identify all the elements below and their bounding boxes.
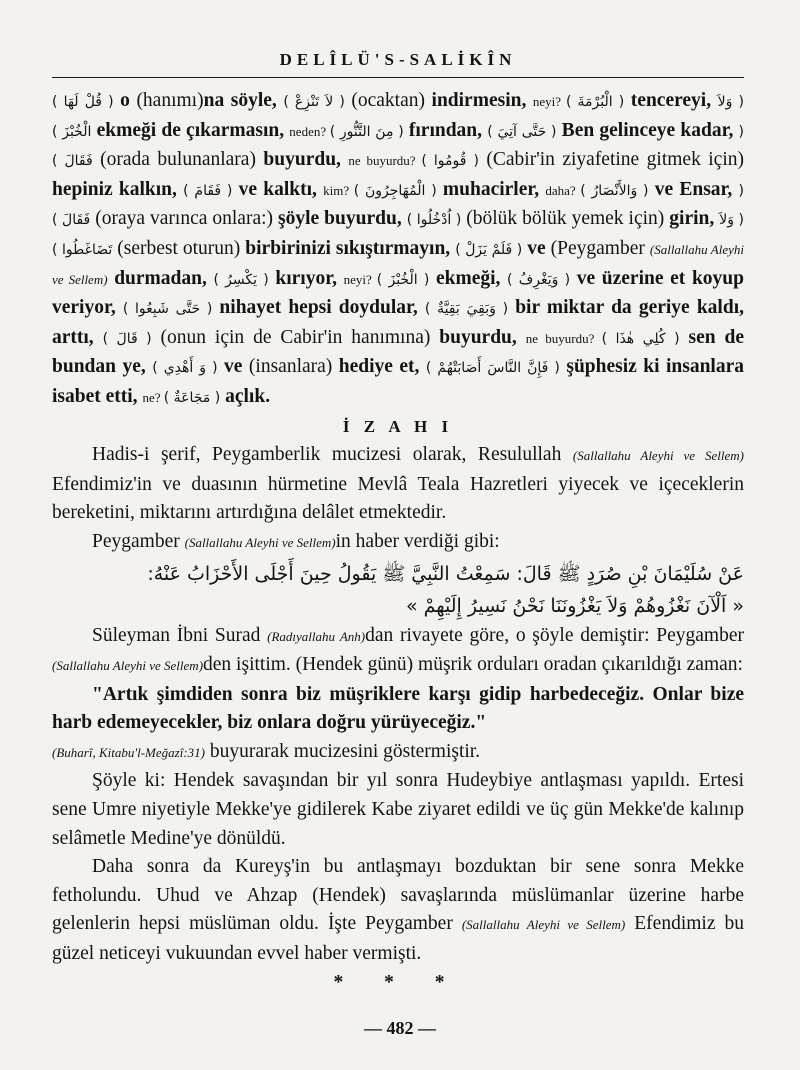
- arabic-word: ( قُومُوا ): [421, 153, 479, 170]
- explanation-text: (insanlara): [248, 356, 339, 378]
- meaning-bold: hediye et,: [338, 356, 426, 378]
- arabic-word: ( فَقَالَ ): [52, 123, 744, 170]
- source-reference: (Buharî, Kitabu'l-Meğazî:31): [52, 744, 205, 760]
- explanation-text: (hanımı): [136, 90, 204, 111]
- section-separator: * * *: [333, 971, 463, 993]
- meaning-bold: ve kalktı,: [232, 178, 324, 200]
- meaning-bold: sen de bundan ye,: [52, 326, 744, 378]
- arabic-word: ( وَيَغْرِفُ ): [507, 271, 571, 288]
- arabic-word: ( حَتَّى آتِيَ ): [487, 123, 557, 140]
- meaning-bold: bir miktar da geriye kaldı, arttı,: [52, 297, 744, 348]
- explanation-text: (serbest oturun): [112, 237, 246, 259]
- header-rule: [52, 77, 744, 78]
- arabic-word: ( لاَ تَنْزِعْ ): [283, 94, 345, 110]
- hadith-quote: "Artık şimdiden sonra biz müşriklere karşı gidip harbedeceğiz. Onlar bize harb edemeyecekler, biz onlara doğru yürüyeceğiz.": [52, 683, 744, 734]
- meaning-bold: tencereyi,: [624, 90, 718, 111]
- salawat-phrase: (Sallallahu Aleyhi ve Sellem): [572, 448, 744, 464]
- explanation-text: (Cabir'in ziyafetine gitmek için): [478, 149, 745, 171]
- arabic-word: ( قُلْ لَهَا ): [52, 94, 114, 110]
- salawat-phrase: (Sallallahu Aleyhi ve Sellem): [461, 917, 626, 933]
- question-word: neyi?: [343, 271, 377, 287]
- arabic-word: ( فَإِنَّ النَّاسَ أَصَابَتْهُمْ ): [425, 360, 560, 377]
- meaning-bold: nihayet hepsi doydular,: [212, 297, 425, 319]
- meaning-bold: ekmeği de çıkarmasın,: [91, 119, 290, 141]
- meaning-bold: ve üzerine et koyup veriyor,: [52, 267, 744, 319]
- question-word: ne?: [142, 389, 164, 405]
- meaning-bold: birbirinizi sıkıştırmayın,: [245, 237, 456, 259]
- arabic-word: ( وَلاَ الْخُبْزَ ): [52, 94, 744, 140]
- arabic-word: ( وَلاَ تَضَاغَطُوا ): [52, 212, 745, 258]
- arabic-word: ( الْخُبْزَ ): [376, 271, 430, 288]
- question-word: daha?: [545, 182, 581, 198]
- meaning-bold: ve: [217, 356, 249, 378]
- meaning-bold: ve Ensar,: [648, 178, 739, 200]
- arabic-word: ( وَ أَهْدِي ): [152, 360, 218, 377]
- meaning-bold: indirmesin,: [431, 90, 533, 111]
- arabic-word: ( قَالَ ): [102, 330, 152, 347]
- explanation-text: (ocaktan): [344, 90, 432, 111]
- meaning-bold: muhacirler,: [436, 178, 546, 200]
- page-number: — 482 —: [364, 1018, 436, 1038]
- question-word: kim?: [323, 182, 354, 198]
- paragraph-4: Şöyle ki: Hendek savaşından bir yıl sonra Hudeybiye antlaşması yapıldı. Ertesi sene Umre niyetiyle Mekke'ye gidilerek Kabe ziyaret edildi ve üç gün Mekke'de kalınıp selâmetle Medine'ye dönüldü.: [52, 770, 744, 849]
- salawat-phrase: (Sallallahu Aleyhi ve Sellem): [184, 534, 336, 550]
- meaning-bold: buyurdu,: [439, 326, 526, 348]
- meaning-bold: girin,: [669, 208, 720, 230]
- running-header: DELÎLÜ'S-SALİKÎN: [279, 50, 517, 69]
- arabic-word: ( وَالأَنْصَارُ ): [580, 182, 649, 199]
- meaning-bold: durmadan,: [107, 267, 214, 289]
- meaning-bold: hepiniz kalkın,: [52, 178, 184, 200]
- word-by-word-translation: [52, 87, 744, 413]
- salawat-phrase: (Sallallahu Aleyhi ve Sellem): [52, 658, 204, 674]
- section-title-izahi: İ Z A H I: [342, 416, 454, 436]
- arabic-word: ( الْمُهَاجِرُونَ ): [353, 182, 437, 199]
- source-line: (Buharî, Kitabu'l-Meğazî:31) buyurarak mucizesini göstermiştir.: [52, 740, 481, 762]
- paragraph-1: Hadis-i şerif, Peygamberlik mucizesi olarak, Resulullah (Sallallahu Aleyhi ve Sellem) Efendimiz'in ve duasının hürmetine Mevlâ Teala Hazretleri yiyecek ve içeceklerin bereketini, miktarını artırdığına delâlet etmektedir.: [52, 444, 744, 524]
- meaning-bold: kırıyor,: [268, 267, 344, 289]
- meaning-bold: açlık.: [220, 385, 271, 407]
- arabic-word: ( وَبَقِيَ بَقِيَّةٌ ): [424, 301, 509, 318]
- arabic-word: ( يَكْسِرُ ): [213, 271, 269, 288]
- meaning-bold: şüphesiz ki insanlara isabet etti,: [52, 356, 745, 407]
- meaning-bold: fırından,: [403, 119, 488, 141]
- arabic-word: ( فَقَامَ ): [183, 182, 233, 199]
- arabic-hadith-line-2: « اَلْآنَ نَغْزُوهُمْ وَلاَ يَغْزُونَنَا نَحْنُ نَسِيرُ إِلَيْهِمْ »: [405, 594, 744, 617]
- explanation-text: (orada bulunanlara): [92, 149, 264, 171]
- question-word: ne buyurdu?: [348, 153, 422, 169]
- question-word: neyi?: [532, 94, 566, 109]
- explanation-text: (bölük bölük yemek için): [461, 208, 670, 230]
- question-word: ne buyurdu?: [525, 330, 602, 346]
- salawat-phrase: (Sallallahu Aleyhi ve Sellem): [52, 241, 744, 287]
- arabic-word: ( فَقَالَ ): [52, 182, 744, 229]
- question-word: neden?: [289, 123, 330, 139]
- paragraph-3: Süleyman İbni Surad (Radıyallahu Anh)dan rivayete göre, o şöyle demiştir: Peygamber (Sallallahu Aleyhi ve Sellem)den işittim. (Hendek günü) müşrik orduları oradan çıkarıldığı zaman:: [52, 624, 744, 676]
- arabic-hadith-line-1: عَنْ سُلَيْمَانَ بْنِ صُرَدٍ ﷺ قَالَ: سَمِعْتُ النَّبِيَّ ﷺ يَقُولُ حِينَ أَجْلَى الأَحْزَابُ عَنْهُ:: [147, 562, 744, 585]
- radi-phrase: (Radıyallahu Anh): [267, 628, 366, 644]
- meaning-bold: ekmeği,: [429, 267, 508, 289]
- meaning-bold: o: [113, 90, 137, 111]
- explanation-text: (Peygamber: [550, 237, 650, 259]
- arabic-word: ( حَتَّى شَبِعُوا ): [122, 301, 213, 318]
- explanation-text: (onun için de Cabir'in hanımına): [151, 326, 440, 348]
- arabic-word: ( الْبُرْمَةَ ): [565, 94, 625, 110]
- arabic-word: ( مِنَ التَّنُّورِ ): [329, 123, 404, 140]
- meaning-bold: Ben gelinceye kadar,: [556, 119, 739, 141]
- paragraph-5: Daha sonra da Kureyş'in bu antlaşmayı bozduktan bir sene sonra Mekke fetholundu. Uhud ve Ahzap (Hendek) savaşlarında müslümanlar üzerine harbe gelenlerin hepsi müslüman oldu. İşte Peygamber (Sallallahu Aleyhi ve Sellem) Efendimiz bu güzel neticeyi vukuundan evvel haber vermişti.: [52, 856, 744, 965]
- meaning-bold: na söyle,: [203, 90, 284, 111]
- page-body: [52, 87, 744, 997]
- explanation-text: (oraya varınca onlara:): [90, 208, 279, 230]
- arabic-word: ( كُلِي هٰذَا ): [601, 330, 680, 347]
- arabic-word: ( فَلَمْ يَزَلْ ): [455, 241, 523, 258]
- meaning-bold: ve: [522, 237, 551, 259]
- arabic-word: ( اُدْخُلُوا ): [406, 212, 462, 229]
- meaning-bold: buyurdu,: [263, 149, 349, 171]
- arabic-word: ( مَجَاعَةٌ ): [163, 389, 221, 406]
- paragraph-2: Peygamber (Sallallahu Aleyhi ve Sellem)in haber verdiği gibi:: [92, 530, 500, 552]
- meaning-bold: şöyle buyurdu,: [278, 208, 407, 230]
